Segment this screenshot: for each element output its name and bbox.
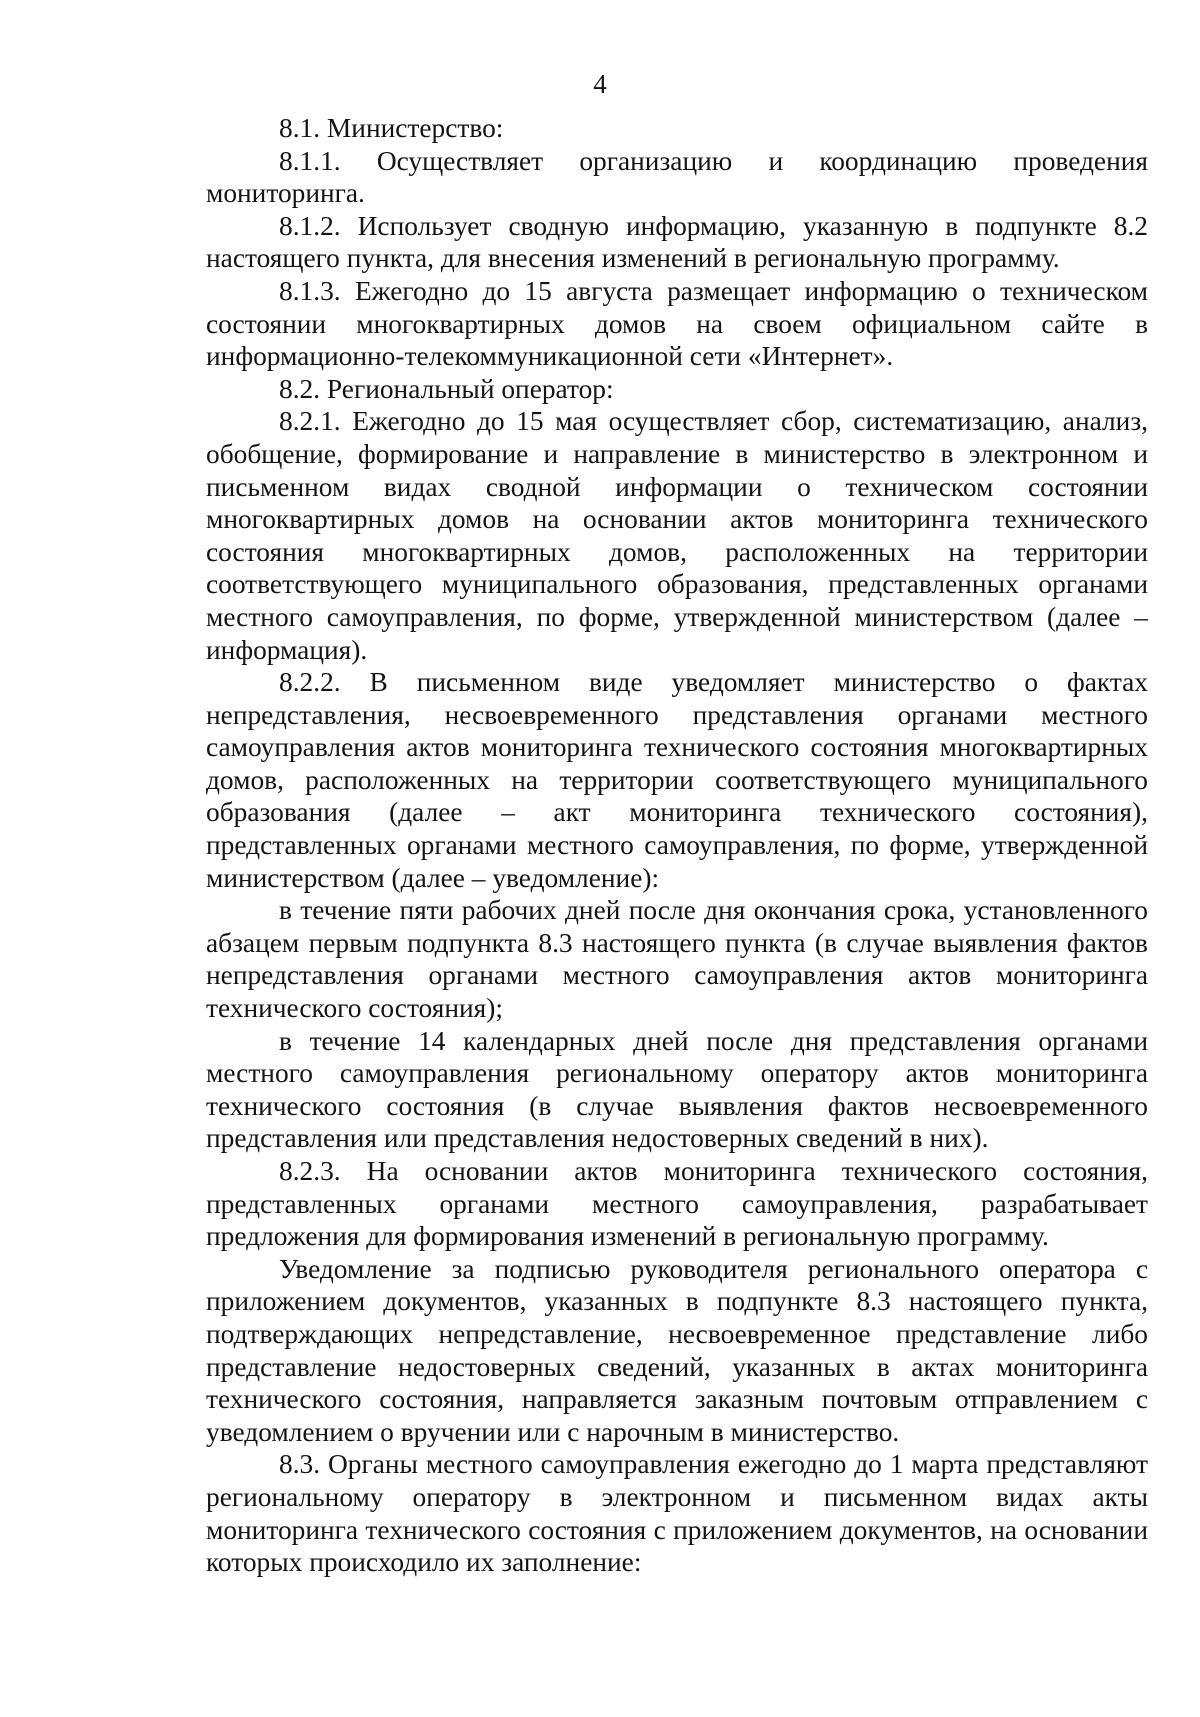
- paragraph-8-2-2-item-1: в течение пяти рабочих дней после дня окончания срока, установленного абзацем первым подпункта 8.3 настоящего пункта (в случае выявления фактов непредставления органами местного самоуправления актов мониторинга технического состояния);: [206, 895, 1148, 1024]
- paragraph-8-2-3: 8.2.3. На основании актов мониторинга технического состояния, представленных органами местного самоуправления, разрабатывает предложения для формирования изменений в региональную программу.: [206, 1156, 1148, 1252]
- paragraph-8-2-1: 8.2.1. Ежегодно до 15 мая осуществляет сбор, систематизацию, анализ, обобщение, формирование и направление в министерство в электронном и письменном видах сводной информации о техническом состоянии многоквартирных домов на основании актов мониторинга технического состояния многоквартирных домов, расположенных на территории соответствующего муниципального образования, представленных органами местного самоуправления, по форме, утвержденной министерством (далее – информация).: [206, 406, 1148, 665]
- paragraph-8-3: 8.3. Органы местного самоуправления ежегодно до 1 марта представляют региональному оператору в электронном и письменном видах акты мониторинга технического состояния с приложением документов, на основании которых происходило их заполнение:: [206, 1449, 1148, 1578]
- paragraph-8-1-1: 8.1.1. Осуществляет организацию и координацию проведения мониторинга.: [206, 145, 1148, 209]
- document-body: [206, 112, 1148, 1579]
- paragraph-notification: Уведомление за подписью руководителя регионального оператора с приложением документов, указанных в подпункте 8.3 настоящего пункта, подтверждающих непредставление, несвоевременное представление либо представление недостоверных сведений, указанных в актах мониторинга технического состояния, направляется заказным почтовым отправлением с уведомлением о вручении или с нарочным в министерство.: [206, 1253, 1148, 1447]
- paragraph-8-2: 8.2. Региональный оператор:: [279, 373, 614, 404]
- paragraph-8-1: 8.1. Министерство:: [279, 113, 504, 143]
- paragraph-8-1-3: 8.1.3. Ежегодно до 15 августа размещает информацию о техническом состоянии многоквартирных домов на своем официальном сайте в информационно-телекоммуникационной сети «Интернет».: [206, 275, 1148, 372]
- paragraph-8-2-2: 8.2.2. В письменном виде уведомляет министерство о фактах непредставления, несвоевременного представления органами местного самоуправления актов мониторинга технического состояния многоквартирных домов, расположенных на территории соответствующего муниципального образования (далее – акт мониторинга технического состояния), представленных органами местного самоуправления, по форме, утвержденной министерством (далее – уведомление):: [206, 667, 1148, 893]
- page-number: 4: [593, 69, 607, 99]
- paragraph-8-2-2-item-2: в течение 14 календарных дней после дня представления органами местного самоуправления региональному оператору актов мониторинга технического состояния (в случае выявления фактов несвоевременного представления или представления недостоверных сведений в них).: [206, 1025, 1148, 1154]
- paragraph-8-1-2: 8.1.2. Использует сводную информацию, указанную в подпункте 8.2 настоящего пункта, для внесения изменений в региональную программу.: [206, 210, 1148, 274]
